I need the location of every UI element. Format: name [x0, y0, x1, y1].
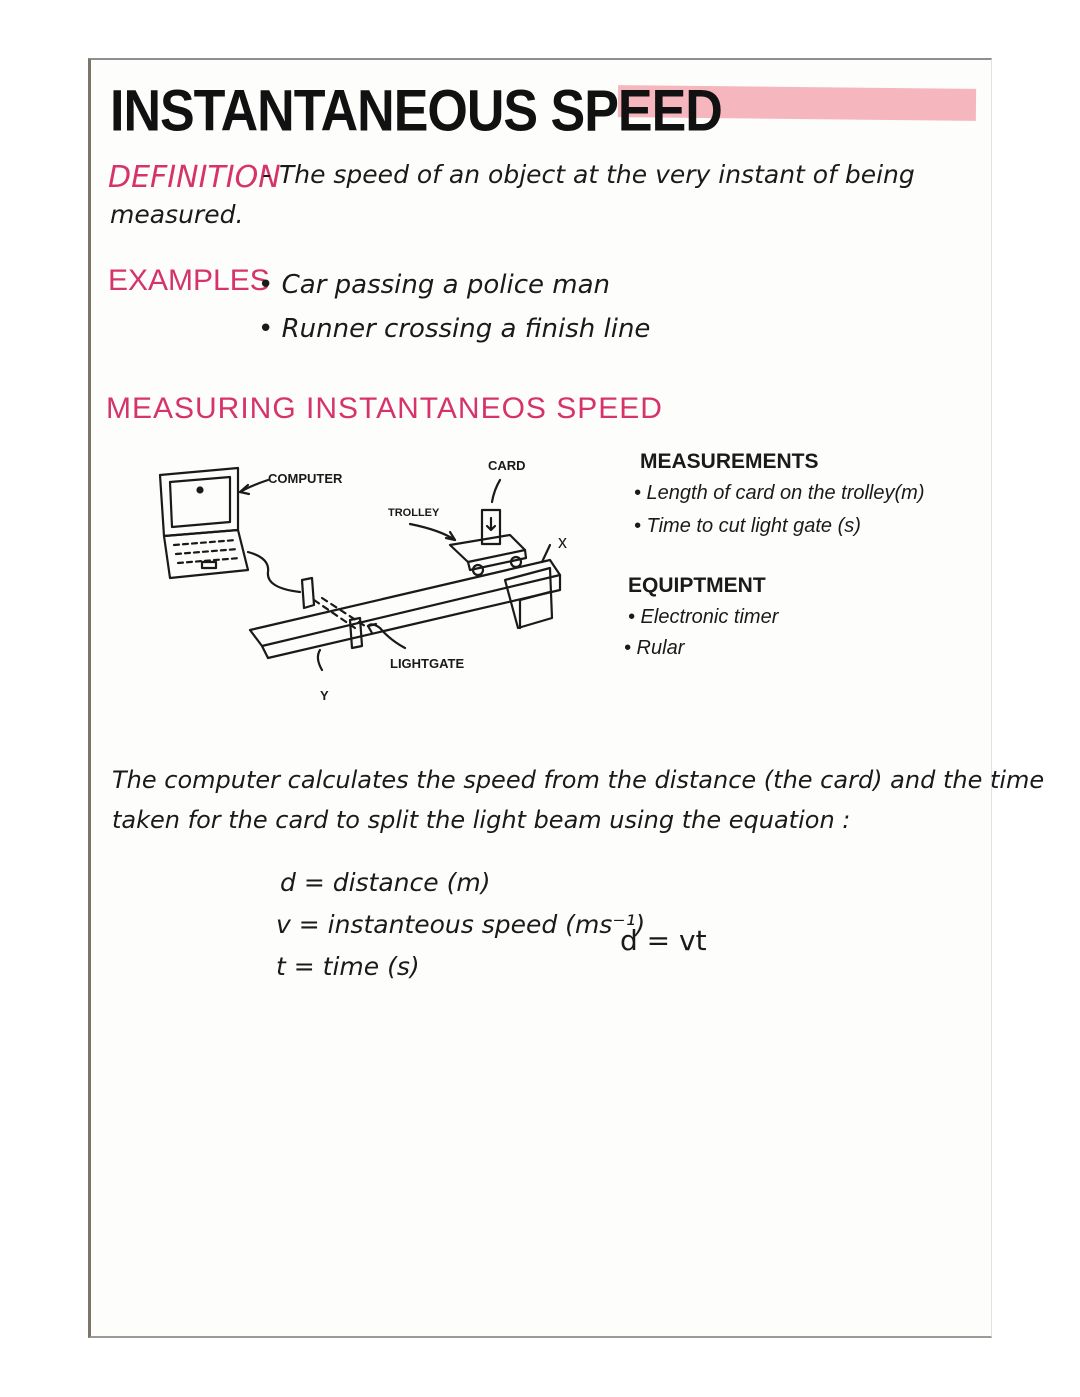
measurement-item: • Time to cut light gate (s) [634, 515, 861, 537]
measurement-item: • Length of card on the trolley(m) [634, 482, 925, 504]
y-label: Y [320, 688, 329, 703]
explanation-line1: The computer calculates the speed from the distance (the card) and the time [112, 766, 1045, 794]
measurements-heading: MEASUREMENTS [640, 450, 819, 473]
equipment-heading: EQUIPTMENT [628, 574, 766, 597]
definition-label: DEFINITION [108, 160, 281, 195]
equipment-item: • Electronic timer [628, 606, 779, 628]
computer-label: COMPUTER [268, 471, 343, 486]
equation-t: t = time (s) [276, 952, 420, 981]
page-title: INSTANTANEOUS SPEED [110, 79, 722, 145]
measuring-section-title: MEASURING INSTANTANEOS SPEED [106, 392, 663, 425]
equation-v: v = instanteous speed (ms⁻¹) [276, 910, 646, 939]
laptop-icon [160, 468, 248, 578]
card-label: CARD [488, 458, 526, 473]
lightgate-label: LIGHTGATE [390, 656, 465, 671]
definition-text-line2: measured. [110, 200, 244, 229]
definition-text-line1: - The speed of an object at the very instant of being [262, 160, 915, 189]
explanation-line2: taken for the card to split the light beam using the equation : [112, 806, 851, 834]
equipment-item: • Rular [624, 637, 685, 659]
lightgate-diagram [150, 450, 580, 710]
example-item: • Runner crossing a finish line [258, 314, 651, 344]
examples-label: EXAMPLES [108, 264, 270, 297]
trolley-label: TROLLEY [388, 507, 440, 519]
ramp [250, 560, 560, 646]
equation-d: d = distance (m) [280, 868, 491, 897]
lightgate-post [302, 578, 314, 608]
x-label: x [558, 532, 567, 552]
formula: d = vt [620, 924, 707, 957]
example-item: • Car passing a police man [258, 270, 610, 300]
